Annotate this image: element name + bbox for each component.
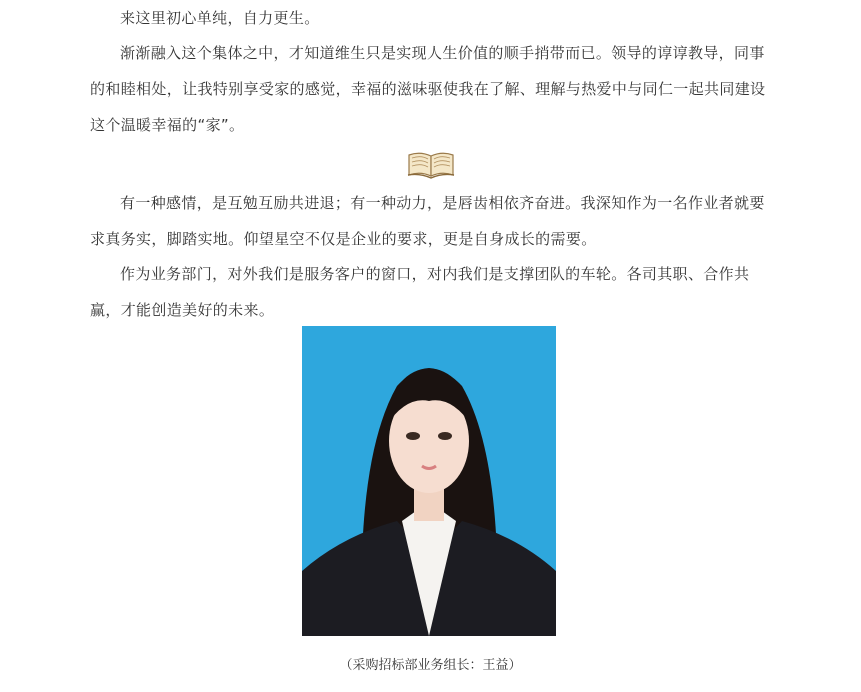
paragraph-4: 作为业务部门，对外我们是服务客户的窗口，对内我们是支撑团队的车轮。各司其职、合作共赢，才能创造美好的未来。 [90, 265, 750, 319]
paragraph-3: 有一种感情，是互勉互励共进退；有一种动力，是唇齿相依齐奋进。我深知作为一名作业者就要求真务实，脚踏实地。仰望星空不仅是企业的要求，更是自身成长的需要。 [90, 194, 765, 248]
paragraph-1: 来这里初心单纯，自力更生。 [120, 9, 320, 27]
paragraph-2: 渐渐融入这个集体之中，才知道维生只是实现人生价值的顺手捎带而已。领导的谆谆教导，同事的和睦相处，让我特别享受家的感觉，幸福的滋味驱使我在了解、理解与热爱中与同仁一起共同建设这个温暖幸福的“家”。 [90, 44, 766, 134]
open-book-icon [407, 147, 455, 179]
photo-caption: （采购招标部业务组长：王益） [339, 658, 522, 673]
portrait-photo [302, 326, 556, 636]
